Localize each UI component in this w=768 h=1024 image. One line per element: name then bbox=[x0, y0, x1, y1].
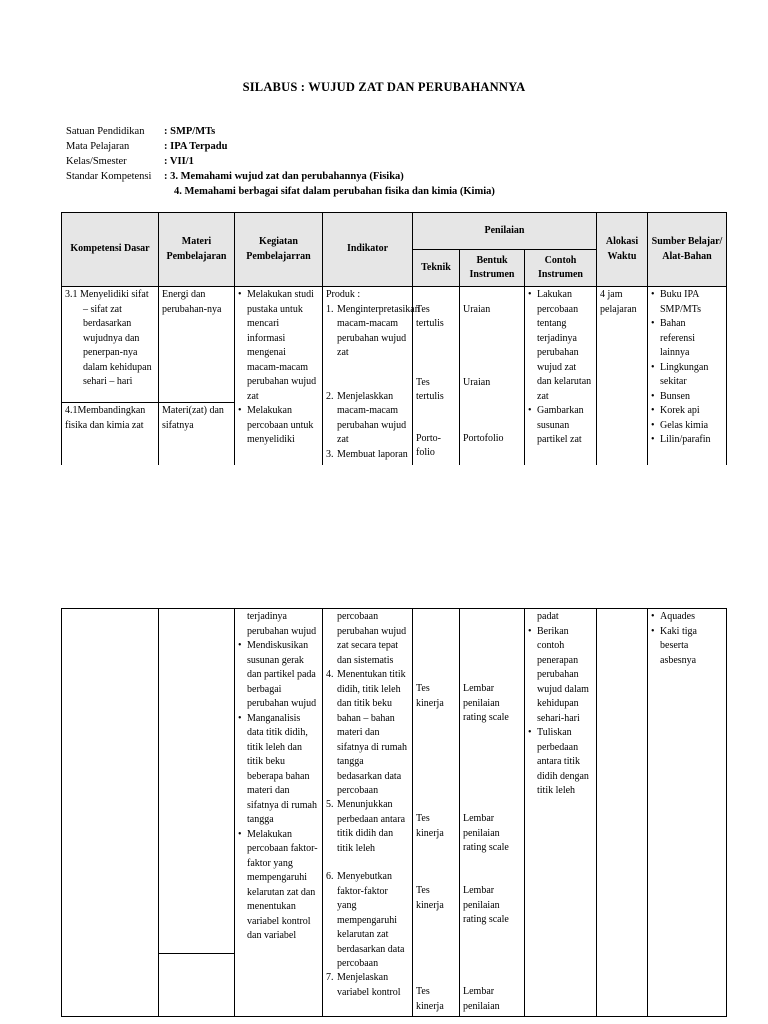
list-item: 2. Menjelaskkan macam-macam perubahan wujud zat bbox=[326, 390, 407, 445]
list-item: • Buku IPA SMP/MTs bbox=[660, 288, 723, 317]
syllabus-table-page-1 bbox=[61, 212, 727, 465]
list-item: • Manganalisis data titik didih, titik leleh dan titik beku beberapa bahan materi dan sifatnya di rumah tangga bbox=[247, 712, 319, 828]
info-value: 4. Memahami berbagai sifat dalam perubahan fisika dan kimia (Kimia) bbox=[174, 186, 495, 197]
info-value: : 3. Memahami wujud zat dan perubahannya (Fisika) bbox=[164, 171, 404, 182]
list-item: • Lingkungan sekitar bbox=[660, 361, 723, 390]
list-item: 1. Menginterpretasikan macam-macam perubahan wujud zat bbox=[326, 303, 420, 358]
document-info bbox=[66, 124, 495, 199]
indikator-cell: Produk : 1. Menginterpretasikan macam-macam perubahan wujud zat 2. Menjelaskkan macam-macam perubahan wujud zat 3. Membuat laporan bbox=[323, 287, 413, 465]
list-item: • Bahan referensi lainnya bbox=[660, 317, 723, 361]
list-item: • Mendiskusikan susunan gerak dan partikel pada berbagai perubahan wujud bbox=[247, 639, 319, 712]
info-label: Kelas/Smester bbox=[66, 156, 127, 167]
info-value: : VII/1 bbox=[164, 156, 194, 167]
materi-cell: Materi(zat) dan sifatnya bbox=[159, 403, 235, 465]
bentuk-cell: Uraian Uraian Portofolio bbox=[460, 287, 525, 465]
alokasi-cell bbox=[597, 609, 648, 1017]
list-item: • Gambarkan susunan partikel zat bbox=[537, 404, 593, 448]
header-kompetensi: Kompetensi Dasar bbox=[62, 213, 159, 287]
list-item: • Lilin/parafin bbox=[660, 433, 723, 448]
list-item: • Aquades bbox=[660, 610, 723, 625]
list-item: • Lakukan percobaan tentang terjadinya perubahan wujud zat dan kelarutan zat bbox=[537, 288, 593, 404]
info-value: : IPA Terpadu bbox=[164, 141, 228, 152]
info-label: Mata Pelajaran bbox=[66, 141, 130, 152]
list-item: • Korek api bbox=[660, 404, 723, 419]
header-contoh: Contoh Instrumen bbox=[525, 250, 597, 287]
info-label: Satuan Pendidikan bbox=[66, 126, 145, 137]
kompetensi-cell bbox=[62, 609, 159, 1017]
list-item: • Bunsen bbox=[660, 390, 723, 405]
syllabus-table-page-2 bbox=[61, 608, 727, 1017]
header-teknik: Teknik bbox=[413, 250, 460, 287]
contoh-cell bbox=[525, 287, 597, 465]
info-label: Standar Kompetensi bbox=[66, 171, 152, 182]
list-item: 6. Menyebutkan faktor-faktor yang mempengaruhi kelarutan zat berdasarkan data percobaan bbox=[326, 871, 405, 969]
sumber-cell bbox=[648, 609, 727, 1017]
materi-cell: Energi dan perubahan-nya bbox=[159, 287, 235, 403]
info-value: : SMP/MTs bbox=[164, 126, 216, 137]
page-title: SILABUS : WUJUD ZAT DAN PERUBAHANNYA bbox=[242, 80, 526, 94]
list-item: • Melakukan studi pustaka untuk mencari informasi mengenai macam-macam perubahan wujud zat bbox=[247, 288, 319, 404]
alokasi-cell: 4 jam pelajaran bbox=[597, 287, 648, 465]
bentuk-cell: Lembar penilaian rating scale Lembar penilaian rating scale Lembar penilaian rating scale Lembar penilaian bbox=[460, 609, 525, 1017]
kompetensi-cell: 3.1 Menyelidiki sifat – sifat zat berdasarkan wujudnya dan penerpan-nya dalam kehidupan sehari – hari bbox=[62, 287, 159, 403]
list-item: 3. Membuat laporan bbox=[326, 448, 408, 460]
list-item: • Kaki tiga beserta asbesnya bbox=[660, 625, 723, 669]
kegiatan-cell: terjadinya perubahan wujud • Mendiskusikan susunan gerak dan partikel pada berbagai perubahan wujud • Manganalisis data titik didih, titik leleh dan titik beku beberapa bahan materi dan sifatnya di rumah tangga • Melakukan percobaan faktor-faktor yang mempengaruhi kelarutan zat dan menentukan variabel kontrol dan variabel bbox=[235, 609, 323, 1017]
list-item: • Gelas kimia bbox=[660, 419, 723, 434]
kompetensi-cell: 4.1Membandingkan fisika dan kimia zat bbox=[62, 403, 159, 465]
materi-cell bbox=[159, 609, 235, 954]
teknik-cell: Tes kinerja Tes kinerja Tes kinerja Tes kinerja bbox=[413, 609, 460, 1017]
header-alokasi: Alokasi Waktu bbox=[597, 213, 648, 287]
header-sumber: Sumber Belajar/ Alat-Bahan bbox=[648, 213, 727, 287]
header-kegiatan: Kegiatan Pembelajarran bbox=[235, 213, 323, 287]
header-bentuk: Bentuk Instrumen bbox=[460, 250, 525, 287]
contoh-cell: padat • Berikan contoh penerapan perubahan wujud dalam kehidupan sehari-hari • Tuliskan perbedaan antara titik didih dengan titik leleh bbox=[525, 609, 597, 1017]
list-item: 7. Menjelaskan variabel kontrol bbox=[326, 972, 401, 998]
materi-cell bbox=[159, 954, 235, 1017]
list-item: • Tuliskan perbedaan antara titik didih dengan titik leleh bbox=[537, 726, 593, 799]
header-materi: Materi Pembelajaran bbox=[159, 213, 235, 287]
sumber-cell bbox=[648, 287, 727, 465]
indikator-cell: percobaan perubahan wujud zat secara tepat dan sistematis 4. Menentukan titik didih, titik leleh dan titik beku bahan – bahan materi dan sifatnya di rumah tangga bedasarkan data percobaan 5. Menunjukkan perbedaan antara titik didih dan titik leleh 6. Menyebutkan faktor-faktor yang mempengaruhi kelarutan zat berdasarkan data percobaan 7. Menjelaskan variabel kontrol bbox=[323, 609, 413, 1017]
list-item: • Melakukan percobaan faktor-faktor yang mempengaruhi kelarutan zat dan menentukan variabel kontrol dan variabel bbox=[247, 828, 319, 944]
list-item: 5. Menunjukkan perbedaan antara titik didih dan titik leleh bbox=[326, 799, 406, 854]
list-item: • Melakukan percobaan untuk menyelidiki bbox=[247, 404, 319, 448]
header-penilaian: Penilaian bbox=[413, 213, 597, 250]
teknik-cell: Tes tertulis Tes tertulis Porto-folio bbox=[413, 287, 460, 465]
list-item: 4. Menentukan titik didih, titik leleh dan titik beku bahan – bahan materi dan sifatnya di rumah tangga bedasarkan data percobaan bbox=[326, 669, 407, 796]
kegiatan-cell bbox=[235, 287, 323, 465]
header-indikator: Indikator bbox=[323, 213, 413, 287]
list-item: • Berikan contoh penerapan perubahan wujud dalam kehidupan sehari-hari bbox=[537, 625, 593, 727]
